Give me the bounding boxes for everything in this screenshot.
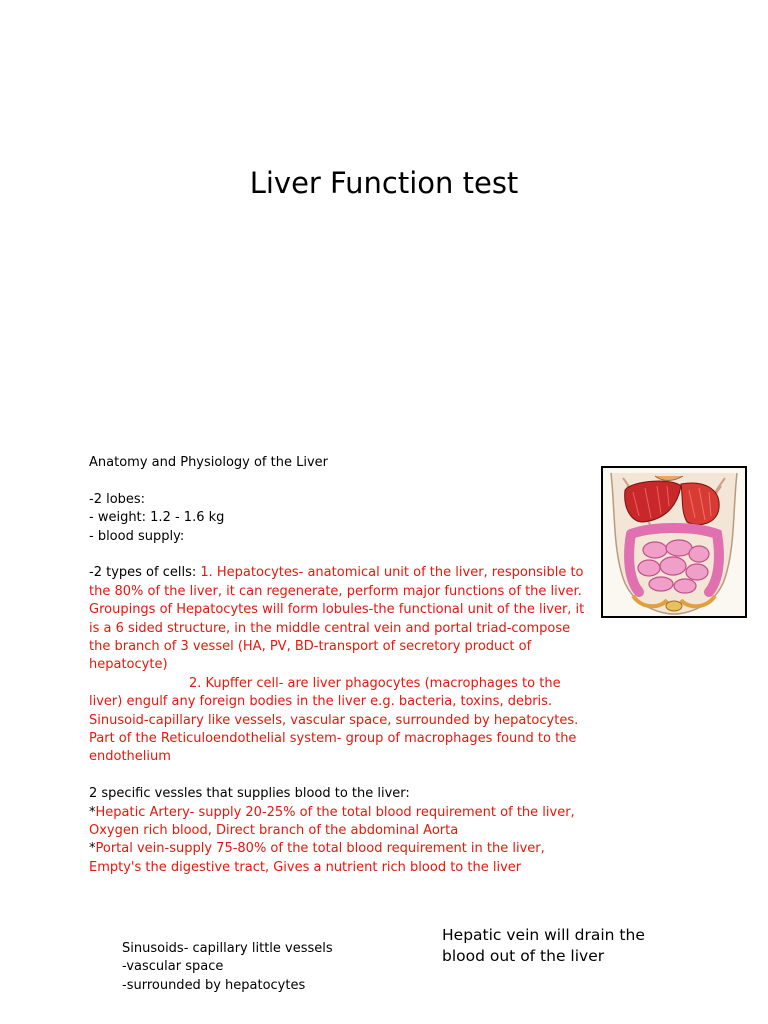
sinusoids-note-line: Sinusoids- capillary little vessels <box>122 941 333 956</box>
hepatic-artery-text: Hepatic Artery- supply 20-25% of the total blood requirement of the liver, Oxygen rich blood, Direct branch of the abdominal Aorta <box>89 804 579 839</box>
fact-lobes: -2 lobes: <box>89 491 146 507</box>
kupffer-text: 2. Kupffer cell- are liver phagocytes (macrophages to the liver) engulf any foreign bodies in the liver e.g. bacteria, toxins, debris. <box>89 675 565 710</box>
section-heading: Anatomy and Physiology of the Liver <box>89 455 329 470</box>
reticulo-text: Part of the Reticuloendothelial system- group of macrophages found to the endothelium <box>89 731 581 765</box>
cells-prefix: -2 types of cells: <box>89 565 201 581</box>
vessel-item-portal-vein <box>89 840 589 877</box>
hepatic-vein-note <box>442 925 682 967</box>
hepatic-vein-text: Hepatic vein will drain the blood out of the liver <box>442 926 645 965</box>
main-text-block <box>89 454 589 877</box>
cells-paragraph <box>89 564 589 674</box>
page-title: Liver Function test <box>249 166 519 200</box>
sinusoids-note <box>122 940 333 995</box>
fact-weight: - weight: 1.2 - 1.6 kg <box>89 510 225 526</box>
sinusoids-note-line: -surrounded by hepatocytes <box>122 977 306 993</box>
portal-vein-text: Portal vein-supply 75-80% of the total blood requirement in the liver, Empty's the digestive tract, Gives a nutrient rich blood to the liver <box>89 841 549 875</box>
sinusoid-text: Sinusoid-capillary like vessels, vascular space, surrounded by hepatocytes. <box>89 712 579 728</box>
abdominal-anatomy-illustration <box>601 466 747 618</box>
hepatocytes-text: 1. Hepatocytes- anatomical unit of the liver, responsible to the 80% of the liver, it can regenerate, perform major functions of the liver. Groupings of Hepatocytes will form lobules-the functional unit of the liver, it is a 6 sided structure, in the middle central vein and portal triad-compose the branch of 3 vessel (HA, PV, BD-transport of secretory product of hepatocyte) <box>89 565 589 673</box>
bullet: * <box>89 841 96 857</box>
bullet: * <box>89 804 96 820</box>
vessel-item-hepatic-artery <box>89 804 589 841</box>
anatomy-drawing <box>603 468 745 616</box>
fact-blood-supply: - blood supply: <box>89 528 185 544</box>
vessels-heading: 2 specific vessles that supplies blood to the liver: <box>89 786 410 802</box>
sinusoids-note-line: -vascular space <box>122 959 224 975</box>
